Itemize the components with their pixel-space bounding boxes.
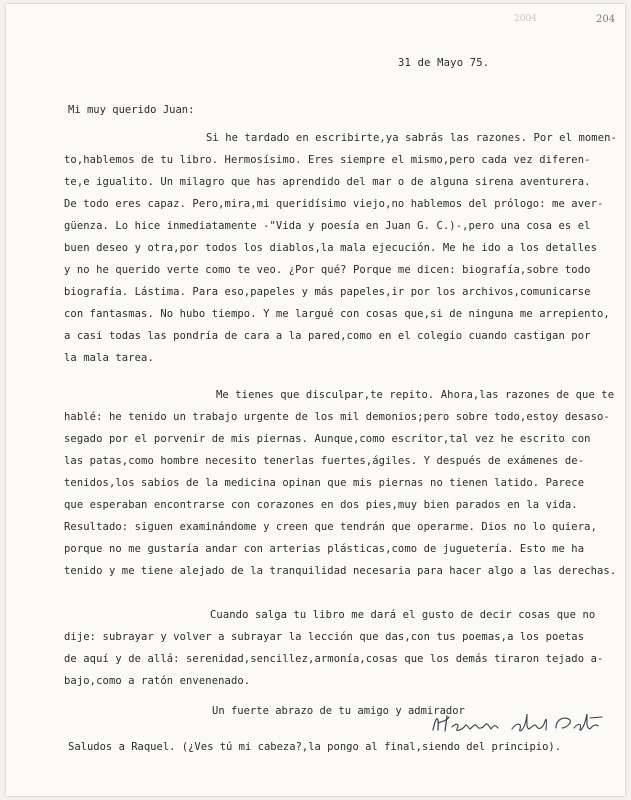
paragraph-line: porque no me gustaría andar con arterias plásticas,como de juguetería. Esto me ha — [64, 543, 585, 555]
handwritten-signature — [430, 708, 605, 742]
paragraph-line: güenza. Lo hice inmediatamente -"Vida y poesía en Juan G. C.)-,pero una cosa es el — [64, 220, 591, 232]
signature-glyph — [430, 708, 605, 738]
paragraph-line: to,hablemos de tu libro. Hermosísimo. Eres siempre el mismo,pero cada vez diferen- — [64, 154, 591, 166]
paragraph-1 — [64, 127, 617, 369]
paragraph-line: Cuando salga tu libro me dará el gusto de decir cosas que no — [210, 609, 596, 621]
letter-greeting: Mi muy querido Juan: — [68, 104, 195, 116]
paragraph-line: a casi todas las pondría de cara a la pared,como en el colegio cuando castigan por — [64, 330, 591, 342]
paragraph-line: te,e igualito. Un milagro que has aprendido del mar o de alguna sirena aventurera. — [64, 176, 591, 188]
letter-closing: Un fuerte abrazo de tu amigo y admirador — [212, 705, 465, 717]
paragraph-line: Me tienes que disculpar,te repito. Ahora,las razones de que te — [216, 389, 615, 401]
paragraph-line: segado por el porvenir de mis piernas. Aunque,como escritor,tal vez he escrito con — [64, 433, 591, 445]
paragraph-line: tenidos,los sabios de la medicina opinan que mis piernas no tienen latido. Parece — [64, 477, 585, 489]
paragraph-line: con fantasmas. No hubo tiempo. Y me largué con cosas que,si de ninguna me arrepiento, — [64, 308, 610, 320]
paragraph-2 — [64, 384, 616, 582]
paragraph-line: tenido y me tiene alejado de la tranquilidad necesaria para hacer algo a las derechas. — [64, 565, 617, 577]
paragraph-line: la mala tarea. — [64, 352, 154, 364]
paragraph-line: y no he querido verte como te veo. ¿Por qué? Porque me dicen: biografía,sobre todo — [64, 264, 591, 276]
paragraph-3 — [64, 604, 603, 692]
paragraph-line: biografía. Lástima. Para eso,papeles y más papeles,ir por los archivos,comunicarse — [64, 286, 591, 298]
archive-stamp: 2004 — [514, 14, 537, 24]
paragraph-line: Si he tardado en escribirte,ya sabrás las razones. Por el momen- — [206, 132, 617, 144]
paragraph-line: bajo,como a ratón envenenado. — [64, 675, 251, 687]
paragraph-line: dije: subrayar y volver a subrayar la lección que das,con tus poemas,a los poetas — [64, 631, 585, 643]
paragraph-line: de aquí y de allá: serenidad,sencillez,armonía,cosas que los demás tiraron tejado a- — [64, 653, 604, 665]
paragraph-line: De todo eres capaz. Pero,mira,mi queridísimo viejo,no hablemos del prólogo: me aver- — [64, 198, 604, 210]
paragraph-line: hablé: he tenido un trabajo urgente de los mil demonios;pero sobre todo,estoy desaso- — [64, 411, 610, 423]
letter-postscript: Saludos a Raquel. (¿Ves tú mi cabeza?,la pongo al final,siendo del principio). — [68, 741, 562, 753]
paragraph-line: las patas,como hombre necesito tenerlas fuertes,ágiles. Y después de exámenes de- — [64, 455, 585, 467]
paragraph-line: que esperaban encontrarse con corazones en dos pies,muy bien parados en la vida. — [64, 499, 578, 511]
letter-page — [6, 4, 625, 796]
paragraph-line: buen deseo y otra,por todos los diablos,la mala ejecución. Me he ido a los detalles — [64, 242, 597, 254]
letter-date: 31 de Mayo 75. — [398, 57, 490, 69]
archive-number: 204 — [596, 14, 616, 25]
paragraph-line: Resultado: siguen examinándome y creen que tendrán que operarme. Dios no lo quiera, — [64, 521, 597, 533]
